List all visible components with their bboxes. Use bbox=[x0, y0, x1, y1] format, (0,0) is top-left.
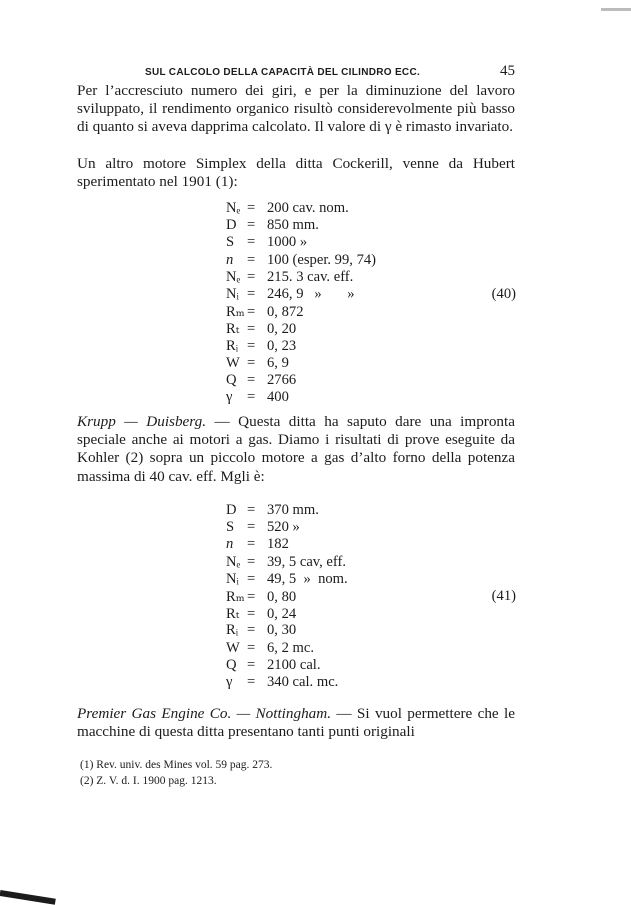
equation-block-40 bbox=[226, 200, 526, 406]
footnote-1: (1) Rev. univ. des Mines vol. 59 pag. 273. bbox=[80, 759, 273, 771]
equation-number-40: (40) bbox=[491, 286, 516, 302]
eq40-line-0: Nₑ = 200 cav. nom. bbox=[226, 200, 349, 216]
eq41-line-2: n = 182 bbox=[226, 536, 289, 553]
eq40-line-11: γ = 400 bbox=[226, 389, 289, 406]
paragraph-premier: Premier Gas Engine Co. — Nottingham. — Si vuol permettere che le macchine di questa ditta presentano tanti punti originali bbox=[77, 705, 515, 741]
page-number: 45 bbox=[500, 63, 515, 79]
eq40-line-2: S = 1000 » bbox=[226, 234, 308, 251]
eq40-line-10: Q = 2766 bbox=[226, 371, 297, 388]
eq41-line-6: Rₜ = 0, 24 bbox=[226, 606, 297, 623]
eq41-line-7: Rᵢ = 0, 30 bbox=[226, 622, 297, 639]
eq41-line-1: S = 520 » bbox=[226, 519, 300, 536]
eq40-line-7: Rₜ = 0, 20 bbox=[226, 321, 297, 338]
scan-edge-mark bbox=[601, 8, 631, 11]
eq40-line-4: Nₑ = 215. 3 cav. eff. bbox=[226, 268, 354, 285]
eq40-line-9: W = 6, 9 bbox=[226, 354, 289, 371]
eq40-line-3: n = 100 (esper. 99, 74) bbox=[226, 251, 377, 268]
paragraph-krupp: Krupp — Duisberg. — Questa ditta ha saputo dare una impronta speciale anche ai motori a gas. Diamo i risultati di prove eseguite da Kohler (2) sopra un piccolo motore a gas d’alto forno della potenza massima di 40 cav. eff. Mgli è: bbox=[77, 413, 515, 485]
running-title: SUL CALCOLO DELLA CAPACITÀ DEL CILINDRO ECC. bbox=[145, 67, 421, 78]
scan-corner-mark bbox=[0, 890, 56, 905]
eq41-line-0: D = 370 mm. bbox=[226, 502, 319, 518]
paragraph-simplex-intro: Un altro motore Simplex della ditta Cockerill, venne da Hubert sperimentato nel 1901 (1): bbox=[77, 155, 515, 191]
eq40-line-1: D = 850 mm. bbox=[226, 217, 319, 234]
eq40-line-6: Rₘ = 0, 872 bbox=[226, 304, 304, 321]
eq41-line-8: W = 6, 2 mc. bbox=[226, 639, 315, 656]
eq41-line-9: Q = 2100 cal. bbox=[226, 656, 321, 673]
eq40-line-8: Rᵢ = 0, 23 bbox=[226, 337, 297, 354]
eq41-line-4: Nᵢ = 49, 5 » nom. bbox=[226, 570, 348, 587]
eq41-line-5: Rₘ = 0, 80 bbox=[226, 588, 297, 605]
equation-block-41 bbox=[226, 502, 526, 691]
running-header bbox=[145, 63, 515, 83]
footnote-2: (2) Z. V. d. I. 1900 pag. 1213. bbox=[80, 775, 217, 787]
eq41-line-10: γ = 340 cal. mc. bbox=[226, 673, 339, 690]
eq41-line-3: Nₑ = 39, 5 cav, eff. bbox=[226, 553, 347, 570]
paragraph-organic-efficiency: Per l’accresciuto numero dei giri, e per la diminuzione del lavoro sviluppato, il rendimento organico risultò considerevolmente più basso di quanto si aveva dapprima calcolato. Il valore di γ è rimasto invariato. bbox=[77, 82, 515, 136]
eq40-line-5: Nᵢ = 246, 9 » » bbox=[226, 285, 355, 302]
equation-number-41: (41) bbox=[491, 588, 516, 604]
